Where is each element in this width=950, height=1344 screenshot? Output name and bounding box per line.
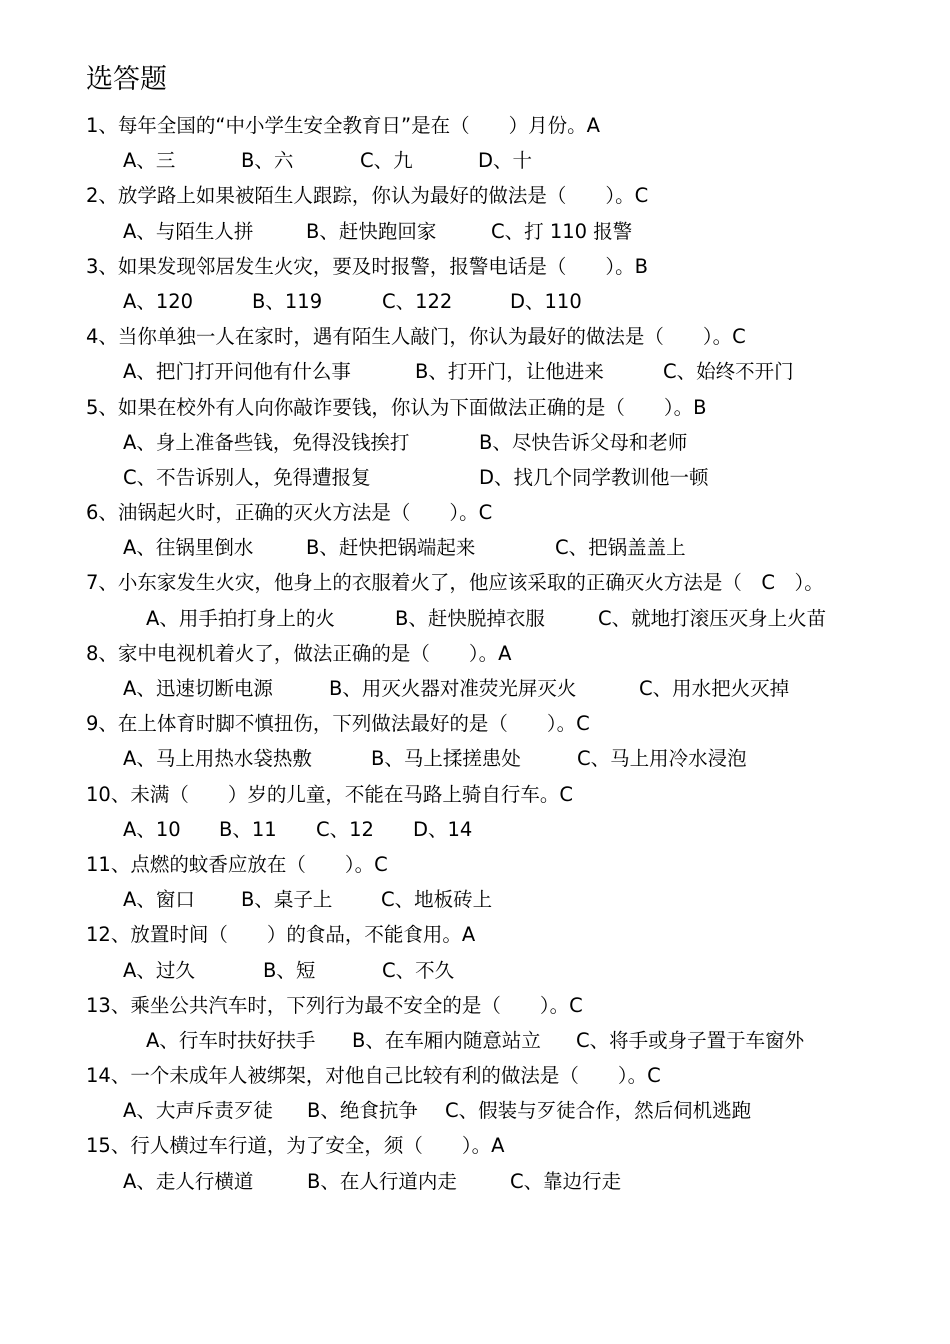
option-item: A、行车时扶好扶手 <box>146 1028 316 1052</box>
option-item: C、靠边行走 <box>510 1169 622 1193</box>
option-item: A、把门打开问他有什么事 <box>123 360 351 384</box>
option-row <box>86 425 936 460</box>
question-text: 12、放置时间（ ）的食品，不能食用。A <box>86 923 476 947</box>
question-text: 13、乘坐公共汽车时，下列行为最不安全的是（ ）。C <box>86 993 583 1017</box>
option-item: B、短 <box>263 958 316 982</box>
option-item: B、用灭火器对准荧光屏灭火 <box>329 677 577 700</box>
option-item: C、假装与歹徒合作，然后伺机逃跑 <box>445 1099 752 1123</box>
question-text: 7、小东家发生火灾，他身上的衣服着火了，他应该采取的正确灭火方法是（ C ）。 <box>86 571 824 595</box>
option-item: B、赶快脱掉衣服 <box>395 606 545 630</box>
option-item: A、窗口 <box>123 888 195 912</box>
option-item: A、马上用热水袋热敷 <box>123 747 312 771</box>
option-item: B、119 <box>252 289 323 313</box>
option-row <box>86 460 936 495</box>
option-item: B、马上揉搓患处 <box>371 747 521 771</box>
option-row <box>86 812 936 847</box>
option-item: D、110 <box>510 289 582 313</box>
option-item: B、尽快告诉父母和老师 <box>479 430 688 454</box>
question-text: 9、在上体育时脚不慎扭伤，下列做法最好的是（ ）。C <box>86 712 590 736</box>
option-item: A、与陌生人拼 <box>123 219 254 243</box>
option-item: B、打开门，让他进来 <box>415 360 604 384</box>
option-row <box>86 741 936 776</box>
question-text: 1、每年全国的“中小学生安全教育日”是在（ ）月份。A <box>86 114 600 137</box>
option-item: C、马上用冷水浸泡 <box>577 747 747 771</box>
question-text: 14、一个未成年人被绑架，对他自己比较有利的做法是（ ）。C <box>86 1064 661 1088</box>
option-item: A、三 <box>123 149 176 173</box>
option-item: C、用水把火灭掉 <box>639 677 790 700</box>
page-title: 选答题 <box>86 64 167 95</box>
option-row <box>86 953 936 988</box>
option-item: A、用手拍打身上的火 <box>146 606 335 630</box>
question-text: 15、行人横过车行道，为了安全，须（ ）。A <box>86 1134 505 1158</box>
option-row <box>86 530 936 565</box>
option-item: A、身上准备些钱，免得没钱挨打 <box>123 430 410 454</box>
option-item: A、走人行横道 <box>123 1169 254 1193</box>
option-row <box>86 882 936 917</box>
option-item: B、在人行道内走 <box>307 1169 457 1193</box>
option-item: C、12 <box>316 817 374 841</box>
option-item: C、将手或身子置于车窗外 <box>576 1028 805 1052</box>
option-row <box>86 143 936 178</box>
option-item: C、把锅盖盖上 <box>555 536 686 560</box>
option-item: A、迅速切断电源 <box>123 677 273 700</box>
question-text: 10、未满（ ）岁的儿童，不能在马路上骑自行车。C <box>86 782 573 806</box>
question-text: 4、当你单独一人在家时，遇有陌生人敲门，你认为最好的做法是（ ）。C <box>86 325 746 349</box>
option-item: B、六 <box>241 149 294 173</box>
option-item: C、不告诉别人，免得遭报复 <box>123 465 371 489</box>
option-item: B、在车厢内随意站立 <box>352 1028 541 1052</box>
question-text: 6、油锅起火时，正确的灭火方法是（ ）。C <box>86 501 493 525</box>
option-item: B、赶快跑回家 <box>306 219 437 243</box>
question-text: 8、家中电视机着火了，做法正确的是（ ）。A <box>86 641 512 665</box>
option-item: C、始终不开门 <box>663 360 794 384</box>
option-item: B、赶快把锅端起来 <box>306 536 476 560</box>
option-item: A、10 <box>123 817 181 841</box>
question-list <box>86 108 936 1199</box>
option-item: C、九 <box>360 149 413 173</box>
option-row <box>86 354 936 389</box>
option-item: A、往锅里倒水 <box>123 536 254 560</box>
option-item: A、120 <box>123 289 194 313</box>
option-item: C、地板砖上 <box>381 888 493 912</box>
question-text: 2、放学路上如果被陌生人跟踪，你认为最好的做法是（ ）。C <box>86 184 649 208</box>
option-item: C、不久 <box>382 958 455 982</box>
option-row <box>86 601 936 636</box>
option-row <box>86 284 936 319</box>
option-row <box>86 1164 936 1199</box>
question-text: 5、如果在校外有人向你敲诈要钱，你认为下面做法正确的是（ ）。B <box>86 395 707 419</box>
option-item: D、十 <box>478 149 533 173</box>
option-item: B、11 <box>219 817 277 841</box>
option-item: D、14 <box>413 817 473 841</box>
option-row <box>86 214 936 249</box>
question-text: 3、如果发现邻居发生火灾，要及时报警，报警电话是（ ）。B <box>86 254 649 278</box>
option-item: A、大声斥责歹徒 <box>123 1099 273 1123</box>
option-item: B、绝食抗争 <box>307 1099 418 1123</box>
option-item: C、打 110 报警 <box>491 219 633 243</box>
question-text: 11、点燃的蚊香应放在（ ）。C <box>86 852 388 876</box>
option-item: D、找几个同学教训他一顿 <box>479 465 709 489</box>
option-item: B、桌子上 <box>241 888 333 912</box>
option-item: C、就地打滚压灭身上火苗 <box>598 606 827 630</box>
option-row <box>86 1093 936 1128</box>
option-row <box>86 671 936 706</box>
option-item: A、过久 <box>123 958 195 982</box>
option-item: C、122 <box>382 289 453 313</box>
option-row <box>86 1023 936 1058</box>
